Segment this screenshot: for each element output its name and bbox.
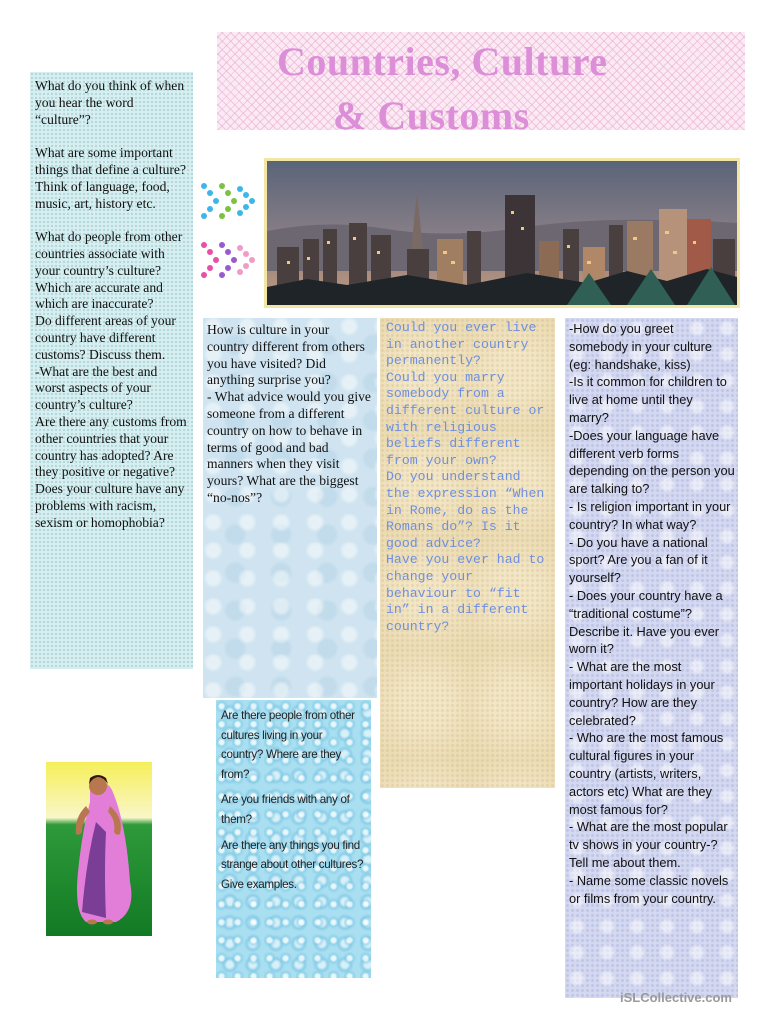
title-banner [217,32,745,130]
left-question: What are some important things that define a culture? Think of language, food, music, art, history etc. [35,145,186,211]
left-question: What do people from other countries associate with your country’s culture? Which are accurate and which are inaccurate? [35,229,183,312]
right-questions-box [565,318,738,998]
left-question: -What are the best and worst aspects of your country’s culture? [35,363,158,413]
droplet-questions-box [216,700,371,978]
right-question: - Does your country have a “traditional costume”? Describe it. Have you ever worn it? [569,587,723,657]
left-question: Do different areas of your country have different customs? Discuss them. [35,313,176,362]
middle-questions-box [203,318,377,698]
parchment-question: Have you ever had to change your behaviour to “fit in” in a different country? [386,552,545,634]
left-questions-box [30,72,193,669]
parchment-question: Could you marry somebody from a different culture or with religious beliefs different from your own? [386,369,545,468]
droplet-question: Are you friends with any of them? [221,793,350,826]
middle-question: - What advice would you give someone from a different country on how to behave in terms of good and bad manners when they visit yours? What are the biggest “no-nos”? [207,389,371,505]
middle-question: How is culture in your country different from others you have visited? Did anything surprise you? [207,322,365,388]
right-question: - What are the most important holidays in your country? How are they celebrated? [569,659,715,728]
woman-in-sari-illustration [46,762,152,936]
left-question: What do you think of when you hear the word “culture”? [35,78,185,127]
droplet-question: Are there any things you find strange about other cultures? Give examples. [221,838,364,891]
parchment-question: Could you ever live in another country permanently? [386,320,537,369]
city-skyline-photo [264,158,740,308]
right-question: - Do you have a national sport? Are you a fan of it yourself? [569,534,708,586]
right-question: - What are the most popular tv shows in your country-? Tell me about them. [569,819,728,870]
right-question: - Is religion important in your country? In what way? [569,498,731,532]
right-question: - Name some classic novels or films from your country. [569,872,729,906]
arrow-right-icon [198,181,256,221]
left-question: Are there any customs from other countries that your country has adopted? Are they positive or negative? [35,413,187,480]
page-title-line-1: Countries, Culture [277,39,608,84]
right-question: -Does your language have different verb forms depending on the person you are talking to? [569,427,735,497]
watermark: iSLCollective.com [620,990,732,1005]
right-question: - Who are the most famous cultural figures in your country (artists, writers, actors etc) What are they most famous for? [569,730,724,817]
arrow-right-icon [198,240,256,280]
left-question: Does your culture have any problems with racism, sexism or homophobia? [35,481,185,530]
droplet-question: Are there people from other cultures living in your country? Where are they from? [221,709,355,781]
page-title-line-2: & Customs [333,93,530,130]
parchment-question: Do you understand the expression “When in Rome, do as the Romans do”? Is it good advice? [386,469,545,551]
right-question: -Is it common for children to live at home until they marry? [569,374,727,425]
right-question: -How do you greet somebody in your culture (eg: handshake, kiss) [569,321,712,372]
parchment-questions-box [380,318,555,788]
